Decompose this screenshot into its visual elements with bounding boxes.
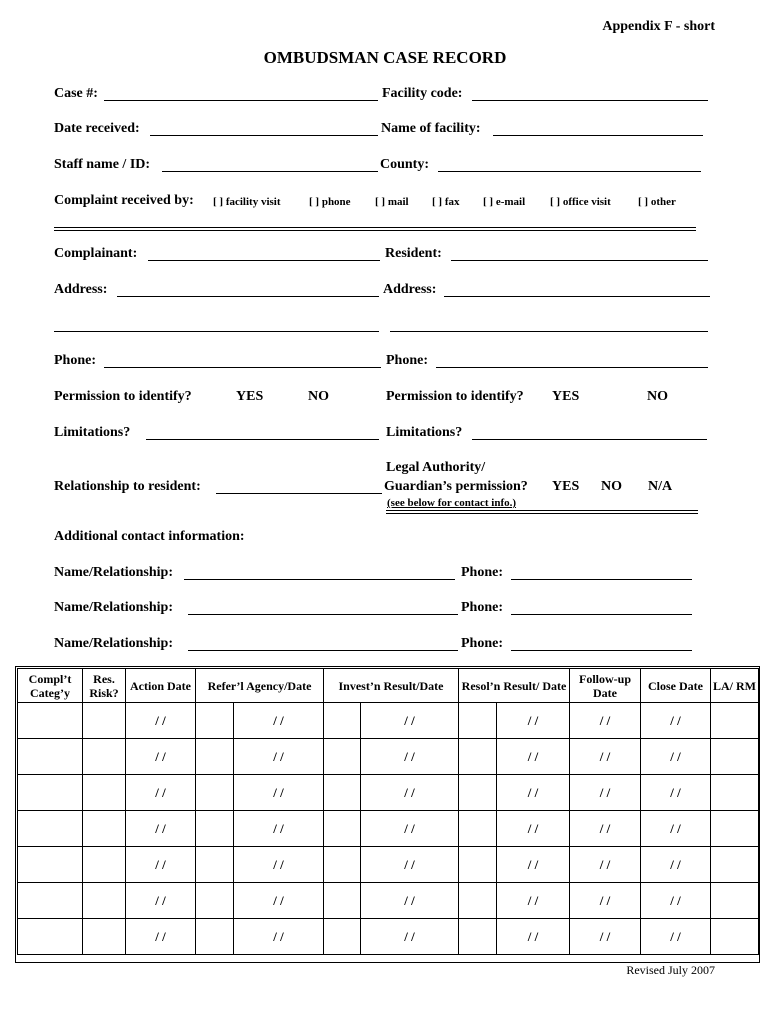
date-received-label: Date received: bbox=[54, 121, 140, 136]
legal-authority-label: Legal Authority/ bbox=[386, 460, 486, 475]
cell-resolution-date[interactable] bbox=[497, 847, 570, 883]
header-referral-agency: Refer’l Agency/Date bbox=[196, 669, 324, 703]
complaint-received-label: Complaint received by: bbox=[54, 193, 194, 208]
cell-investigation-date[interactable] bbox=[361, 883, 459, 919]
see-below-note: (see below for contact info.) bbox=[387, 497, 517, 509]
table-row bbox=[18, 739, 759, 775]
complainant-permission-yes[interactable]: YES bbox=[236, 389, 264, 404]
cell-complaint-category[interactable] bbox=[18, 703, 83, 739]
header-la-rm: LA/ RM bbox=[711, 669, 759, 703]
header-resolution-result: Resol’n Result/ Date bbox=[459, 669, 570, 703]
cell-complaint-category[interactable] bbox=[18, 847, 83, 883]
staff-name-field[interactable] bbox=[162, 171, 378, 172]
date-slashes: / / bbox=[599, 748, 611, 764]
cell-referral-date[interactable] bbox=[234, 883, 324, 919]
cell-la-rm[interactable] bbox=[711, 811, 759, 847]
cell-follow-up-date[interactable] bbox=[570, 739, 641, 775]
header-investigation-result: Invest’n Result/Date bbox=[324, 669, 459, 703]
option-facility-visit[interactable]: [ ] facility visit bbox=[213, 196, 281, 208]
additional-phone-field-1[interactable] bbox=[511, 579, 692, 580]
cell-action-date[interactable] bbox=[126, 919, 196, 955]
complainant-permission-no[interactable]: NO bbox=[308, 389, 329, 404]
cell-resolution-date[interactable] bbox=[497, 883, 570, 919]
additional-phone-field-2[interactable] bbox=[511, 614, 692, 615]
cell-la-rm[interactable] bbox=[711, 883, 759, 919]
name-relationship-label-3: Name/Relationship: bbox=[54, 636, 173, 651]
additional-phone-field-3[interactable] bbox=[511, 650, 692, 651]
cell-follow-up-date[interactable] bbox=[570, 775, 641, 811]
cell-close-date[interactable] bbox=[641, 739, 711, 775]
resident-permission-label: Permission to identify? bbox=[386, 389, 524, 404]
header-close-date: Close Date bbox=[641, 669, 711, 703]
cell-resident-risk[interactable] bbox=[83, 775, 126, 811]
name-relationship-label-1: Name/Relationship: bbox=[54, 565, 173, 580]
date-slashes: / / bbox=[155, 856, 166, 872]
name-relationship-field-3[interactable] bbox=[188, 650, 458, 651]
date-slashes: / / bbox=[527, 784, 539, 800]
option-fax[interactable]: [ ] fax bbox=[432, 196, 460, 208]
cell-referral-agency[interactable] bbox=[196, 883, 234, 919]
date-slashes: / / bbox=[404, 820, 415, 836]
date-slashes: / / bbox=[670, 784, 681, 800]
cell-complaint-category[interactable] bbox=[18, 883, 83, 919]
header-action-date: Action Date bbox=[126, 669, 196, 703]
cell-follow-up-date[interactable] bbox=[570, 811, 641, 847]
date-slashes: / / bbox=[404, 712, 415, 728]
option-mail[interactable]: [ ] mail bbox=[375, 196, 409, 208]
cell-referral-agency[interactable] bbox=[196, 775, 234, 811]
cell-referral-agency[interactable] bbox=[196, 847, 234, 883]
date-slashes: / / bbox=[599, 892, 611, 908]
complainant-limitations-field[interactable] bbox=[146, 439, 379, 440]
cell-investigation-date[interactable] bbox=[361, 739, 459, 775]
cell-referral-date[interactable] bbox=[234, 811, 324, 847]
date-slashes: / / bbox=[670, 820, 681, 836]
cell-referral-date[interactable] bbox=[234, 739, 324, 775]
date-slashes: / / bbox=[670, 748, 681, 764]
table-row bbox=[18, 703, 759, 739]
resident-field[interactable] bbox=[451, 260, 708, 261]
cell-complaint-category[interactable] bbox=[18, 919, 83, 955]
resident-address-line2[interactable] bbox=[390, 331, 708, 332]
date-slashes: / / bbox=[527, 748, 539, 764]
cell-resolution-result[interactable] bbox=[459, 847, 497, 883]
cell-resident-risk[interactable] bbox=[83, 739, 126, 775]
cell-investigation-date[interactable] bbox=[361, 775, 459, 811]
cell-investigation-result[interactable] bbox=[324, 847, 361, 883]
cell-resolution-result[interactable] bbox=[459, 739, 497, 775]
cell-resolution-result[interactable] bbox=[459, 703, 497, 739]
date-slashes: / / bbox=[670, 712, 681, 728]
option-other[interactable]: [ ] other bbox=[638, 196, 676, 208]
cell-investigation-date[interactable] bbox=[361, 919, 459, 955]
option-email[interactable]: [ ] e-mail bbox=[483, 196, 526, 208]
cell-referral-date[interactable] bbox=[234, 775, 324, 811]
cell-investigation-date[interactable] bbox=[361, 811, 459, 847]
cell-referral-date[interactable] bbox=[234, 847, 324, 883]
cell-resident-risk[interactable] bbox=[83, 919, 126, 955]
cell-close-date[interactable] bbox=[641, 847, 711, 883]
cell-close-date[interactable] bbox=[641, 919, 711, 955]
cell-action-date[interactable] bbox=[126, 847, 196, 883]
cell-la-rm[interactable] bbox=[711, 739, 759, 775]
relationship-field[interactable] bbox=[216, 493, 382, 494]
staff-name-label: Staff name / ID: bbox=[54, 157, 151, 172]
date-slashes: / / bbox=[155, 928, 166, 944]
facility-name-field[interactable] bbox=[493, 135, 703, 136]
complainant-label: Complainant: bbox=[54, 246, 138, 261]
cell-close-date[interactable] bbox=[641, 775, 711, 811]
resident-permission-yes[interactable]: YES bbox=[552, 389, 580, 404]
table-body bbox=[18, 703, 759, 955]
cell-investigation-result[interactable] bbox=[324, 703, 361, 739]
date-slashes: / / bbox=[273, 748, 284, 764]
name-relationship-field-1[interactable] bbox=[184, 579, 455, 580]
cell-investigation-date[interactable] bbox=[361, 703, 459, 739]
cell-follow-up-date[interactable] bbox=[570, 883, 641, 919]
cell-resident-risk[interactable] bbox=[83, 847, 126, 883]
complainant-phone-label: Phone: bbox=[54, 353, 96, 368]
cell-follow-up-date[interactable] bbox=[570, 919, 641, 955]
guardian-yes[interactable]: YES bbox=[552, 479, 580, 494]
cell-referral-agency[interactable] bbox=[196, 703, 234, 739]
date-slashes: / / bbox=[527, 820, 539, 836]
cell-complaint-category[interactable] bbox=[18, 811, 83, 847]
cell-referral-date[interactable] bbox=[234, 703, 324, 739]
facility-name-label: Name of facility: bbox=[381, 121, 481, 136]
date-slashes: / / bbox=[273, 928, 284, 944]
date-slashes: / / bbox=[404, 892, 415, 908]
date-slashes: / / bbox=[599, 856, 611, 872]
additional-phone-label-2: Phone: bbox=[461, 600, 503, 615]
cell-investigation-result[interactable] bbox=[324, 919, 361, 955]
table-row bbox=[18, 775, 759, 811]
complainant-field[interactable] bbox=[148, 260, 380, 261]
cell-resolution-date[interactable] bbox=[497, 739, 570, 775]
page-title: OMBUDSMAN CASE RECORD bbox=[263, 48, 507, 67]
cell-action-date[interactable] bbox=[126, 739, 196, 775]
cell-action-date[interactable] bbox=[126, 775, 196, 811]
date-slashes: / / bbox=[599, 712, 611, 728]
county-field[interactable] bbox=[438, 171, 701, 172]
date-slashes: / / bbox=[527, 892, 539, 908]
relationship-label: Relationship to resident: bbox=[54, 479, 201, 494]
cell-la-rm[interactable] bbox=[711, 775, 759, 811]
table-row bbox=[18, 883, 759, 919]
cell-resident-risk[interactable] bbox=[83, 811, 126, 847]
cell-action-date[interactable] bbox=[126, 883, 196, 919]
option-phone[interactable]: [ ] phone bbox=[309, 196, 351, 208]
table-row bbox=[18, 919, 759, 955]
guardian-permission-label: Guardian’s permission? bbox=[384, 479, 528, 494]
cell-investigation-result[interactable] bbox=[324, 883, 361, 919]
complainant-address-line2[interactable] bbox=[54, 331, 379, 332]
header-follow-up-date: Follow-up Date bbox=[570, 669, 641, 703]
cell-la-rm[interactable] bbox=[711, 703, 759, 739]
cell-investigation-result[interactable] bbox=[324, 811, 361, 847]
cell-follow-up-date[interactable] bbox=[570, 703, 641, 739]
resident-address-field[interactable] bbox=[444, 296, 710, 297]
cell-resolution-date[interactable] bbox=[497, 919, 570, 955]
date-slashes: / / bbox=[527, 712, 539, 728]
cell-referral-date[interactable] bbox=[234, 919, 324, 955]
date-slashes: / / bbox=[404, 748, 415, 764]
date-slashes: / / bbox=[273, 784, 284, 800]
date-slashes: / / bbox=[527, 928, 539, 944]
date-slashes: / / bbox=[155, 712, 166, 728]
additional-phone-label-1: Phone: bbox=[461, 565, 503, 580]
cell-close-date[interactable] bbox=[641, 811, 711, 847]
case-log-table bbox=[17, 668, 759, 955]
date-slashes: / / bbox=[599, 928, 611, 944]
table-row bbox=[18, 811, 759, 847]
facility-code-label: Facility code: bbox=[382, 86, 463, 101]
table-row bbox=[18, 847, 759, 883]
complainant-permission-label: Permission to identify? bbox=[54, 389, 192, 404]
cell-resident-risk[interactable] bbox=[83, 883, 126, 919]
cell-follow-up-date[interactable] bbox=[570, 847, 641, 883]
resident-phone-label: Phone: bbox=[386, 353, 428, 368]
date-slashes: / / bbox=[599, 784, 611, 800]
date-slashes: / / bbox=[155, 892, 166, 908]
additional-contact-heading: Additional contact information: bbox=[54, 529, 245, 544]
date-slashes: / / bbox=[670, 856, 681, 872]
date-slashes: / / bbox=[404, 856, 415, 872]
resident-permission-no[interactable]: NO bbox=[647, 389, 668, 404]
name-relationship-label-2: Name/Relationship: bbox=[54, 600, 173, 615]
resident-phone-field[interactable] bbox=[436, 367, 708, 368]
cell-resident-risk[interactable] bbox=[83, 703, 126, 739]
cell-la-rm[interactable] bbox=[711, 847, 759, 883]
revised-date: Revised July 2007 bbox=[626, 963, 715, 977]
option-office-visit[interactable]: [ ] office visit bbox=[550, 196, 611, 208]
facility-code-field[interactable] bbox=[472, 100, 708, 101]
resident-address-label: Address: bbox=[383, 282, 437, 297]
cell-resolution-date[interactable] bbox=[497, 703, 570, 739]
cell-action-date[interactable] bbox=[126, 811, 196, 847]
guardian-no[interactable]: NO bbox=[601, 479, 622, 494]
county-label: County: bbox=[380, 157, 430, 172]
guardian-na[interactable]: N/A bbox=[648, 479, 673, 494]
cell-close-date[interactable] bbox=[641, 703, 711, 739]
legal-authority-divider bbox=[386, 510, 698, 514]
cell-action-date[interactable] bbox=[126, 703, 196, 739]
case-number-field[interactable] bbox=[104, 100, 378, 101]
table-header-row bbox=[18, 669, 759, 703]
cell-referral-agency[interactable] bbox=[196, 739, 234, 775]
complainant-address-label: Address: bbox=[54, 282, 108, 297]
date-slashes: / / bbox=[273, 892, 284, 908]
cell-investigation-result[interactable] bbox=[324, 775, 361, 811]
date-slashes: / / bbox=[273, 712, 284, 728]
date-slashes: / / bbox=[273, 820, 284, 836]
cell-close-date[interactable] bbox=[641, 883, 711, 919]
cell-la-rm[interactable] bbox=[711, 919, 759, 955]
cell-resolution-result[interactable] bbox=[459, 811, 497, 847]
date-slashes: / / bbox=[155, 748, 166, 764]
complainant-limitations-label: Limitations? bbox=[54, 425, 131, 440]
date-slashes: / / bbox=[155, 784, 166, 800]
cell-resolution-result[interactable] bbox=[459, 775, 497, 811]
cell-resolution-result[interactable] bbox=[459, 919, 497, 955]
section-divider bbox=[54, 227, 696, 231]
date-slashes: / / bbox=[155, 820, 166, 836]
cell-resolution-date[interactable] bbox=[497, 775, 570, 811]
date-slashes: / / bbox=[404, 784, 415, 800]
date-received-field[interactable] bbox=[150, 135, 378, 136]
additional-phone-label-3: Phone: bbox=[461, 636, 503, 651]
cell-complaint-category[interactable] bbox=[18, 775, 83, 811]
cell-investigation-result[interactable] bbox=[324, 739, 361, 775]
complainant-phone-field[interactable] bbox=[104, 367, 381, 368]
date-slashes: / / bbox=[670, 892, 681, 908]
date-slashes: / / bbox=[527, 856, 539, 872]
cell-resolution-result[interactable] bbox=[459, 883, 497, 919]
cell-investigation-date[interactable] bbox=[361, 847, 459, 883]
header-resident-risk: Res. Risk? bbox=[83, 669, 126, 703]
resident-limitations-field[interactable] bbox=[472, 439, 707, 440]
complainant-address-field[interactable] bbox=[117, 296, 379, 297]
resident-label: Resident: bbox=[385, 246, 442, 261]
name-relationship-field-2[interactable] bbox=[188, 614, 458, 615]
case-number-label: Case #: bbox=[54, 86, 98, 101]
cell-complaint-category[interactable] bbox=[18, 739, 83, 775]
date-slashes: / / bbox=[404, 928, 415, 944]
appendix-label: Appendix F - short bbox=[602, 19, 715, 34]
date-slashes: / / bbox=[670, 928, 681, 944]
cell-referral-agency[interactable] bbox=[196, 811, 234, 847]
cell-referral-agency[interactable] bbox=[196, 919, 234, 955]
header-complaint-category: Compl’t Categ’y bbox=[18, 669, 83, 703]
cell-resolution-date[interactable] bbox=[497, 811, 570, 847]
date-slashes: / / bbox=[273, 856, 284, 872]
resident-limitations-label: Limitations? bbox=[386, 425, 463, 440]
date-slashes: / / bbox=[599, 820, 611, 836]
